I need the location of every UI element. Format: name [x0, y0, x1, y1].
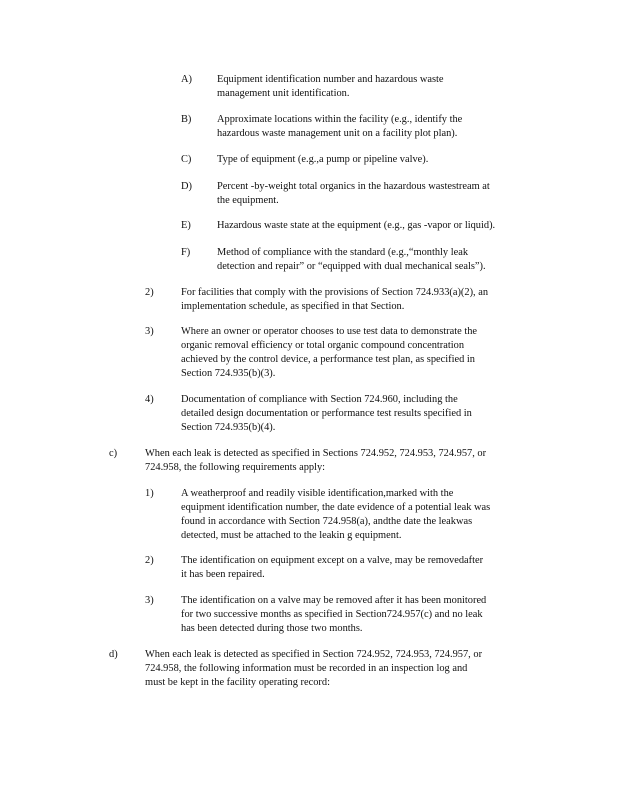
text-line: Hazardous waste state at the equipment (e.g., gas -vapor or liquid).	[217, 220, 496, 231]
item-label-D: D)	[181, 181, 192, 192]
item-text-2	[181, 286, 537, 314]
item-text-C	[217, 153, 477, 167]
item-label-C: C)	[181, 154, 192, 165]
item-label-4: 4)	[145, 394, 154, 405]
item-text-A	[217, 73, 479, 101]
text-line: detailed design documentation or performance test results specified in	[181, 408, 472, 419]
text-line: achieved by the control device, a performance test plan, as specified in	[181, 354, 475, 365]
item-label-A: A)	[181, 74, 192, 85]
text-line: 724.958, the following information must be recorded in an inspection log and	[145, 663, 468, 674]
text-line: has been detected during those two months.	[181, 623, 363, 634]
item-label-E: E)	[181, 220, 191, 231]
text-line: implementation schedule, as specified in that Section.	[181, 301, 405, 312]
text-line: A weatherproof and readily visible identification,marked with the	[181, 488, 454, 499]
item-label-3: 3)	[145, 326, 154, 337]
text-line: Type of equipment (e.g.,a pump or pipeline valve).	[217, 154, 429, 165]
text-line: For facilities that comply with the provisions of Section 724.933(a)(2), an	[181, 287, 489, 298]
item-label-c: c)	[109, 448, 118, 459]
item-text-B	[217, 113, 503, 141]
text-line: Section 724.935(b)(4).	[181, 422, 276, 433]
item-label-c1: 1)	[145, 488, 154, 499]
text-line: for two successive months as specified in Section724.957(c) and no leak	[181, 609, 483, 620]
text-line: Equipment identification number and hazardous waste	[217, 74, 444, 85]
item-label-B: B)	[181, 114, 192, 125]
text-line: When each leak is detected as specified in Section 724.952, 724.953, 724.957, or	[145, 649, 483, 660]
text-line: detection and repair” or “equipped with dual mechanical seals”).	[217, 261, 486, 272]
item-text-D	[217, 180, 535, 208]
text-line: detected, must be attached to the leakin g equipment.	[181, 530, 402, 541]
text-line: The identification on a valve may be removed after it has been monitored	[181, 595, 487, 606]
item-label-2: 2)	[145, 287, 154, 298]
item-text-4	[181, 393, 515, 435]
text-line: Percent -by-weight total organics in the hazardous wastestream at	[217, 181, 490, 192]
text-line: organic removal efficiency or total organic compound concentration	[181, 340, 465, 351]
item-text-E	[217, 219, 535, 233]
text-line: Documentation of compliance with Section 724.960, including the	[181, 394, 458, 405]
text-line: the equipment.	[217, 195, 279, 206]
text-line: The identification on equipment except on a valve, may be removedafter	[181, 555, 484, 566]
item-text-3	[181, 325, 523, 381]
text-line: 724.958, the following requirements apply:	[145, 462, 326, 473]
item-label-c3: 3)	[145, 595, 154, 606]
text-line: must be kept in the facility operating record:	[145, 677, 330, 688]
text-line: hazardous waste management unit on a facility plot plan).	[217, 128, 458, 139]
text-line: management unit identification.	[217, 88, 350, 99]
item-text-d	[145, 648, 537, 690]
text-line: Approximate locations within the facility (e.g., identify the	[217, 114, 463, 125]
text-line: Section 724.935(b)(3).	[181, 368, 276, 379]
text-line: equipment identification number, the date evidence of a potential leak was	[181, 502, 491, 513]
item-text-F	[217, 246, 521, 274]
item-text-c	[145, 447, 539, 475]
text-line: Method of compliance with the standard (e.g.,“monthly leak	[217, 247, 469, 258]
text-line: found in accordance with Section 724.958(a), andthe date the leakwas	[181, 516, 473, 527]
item-label-d: d)	[109, 649, 118, 660]
text-line: When each leak is detected as specified in Sections 724.952, 724.953, 724.957, or	[145, 448, 487, 459]
text-line: it has been repaired.	[181, 569, 265, 580]
item-label-c2: 2)	[145, 555, 154, 566]
item-text-c3	[181, 594, 529, 636]
item-text-c2	[181, 554, 519, 582]
text-line: Where an owner or operator chooses to use test data to demonstrate the	[181, 326, 478, 337]
item-text-c1	[181, 487, 537, 543]
item-label-F: F)	[181, 247, 191, 258]
